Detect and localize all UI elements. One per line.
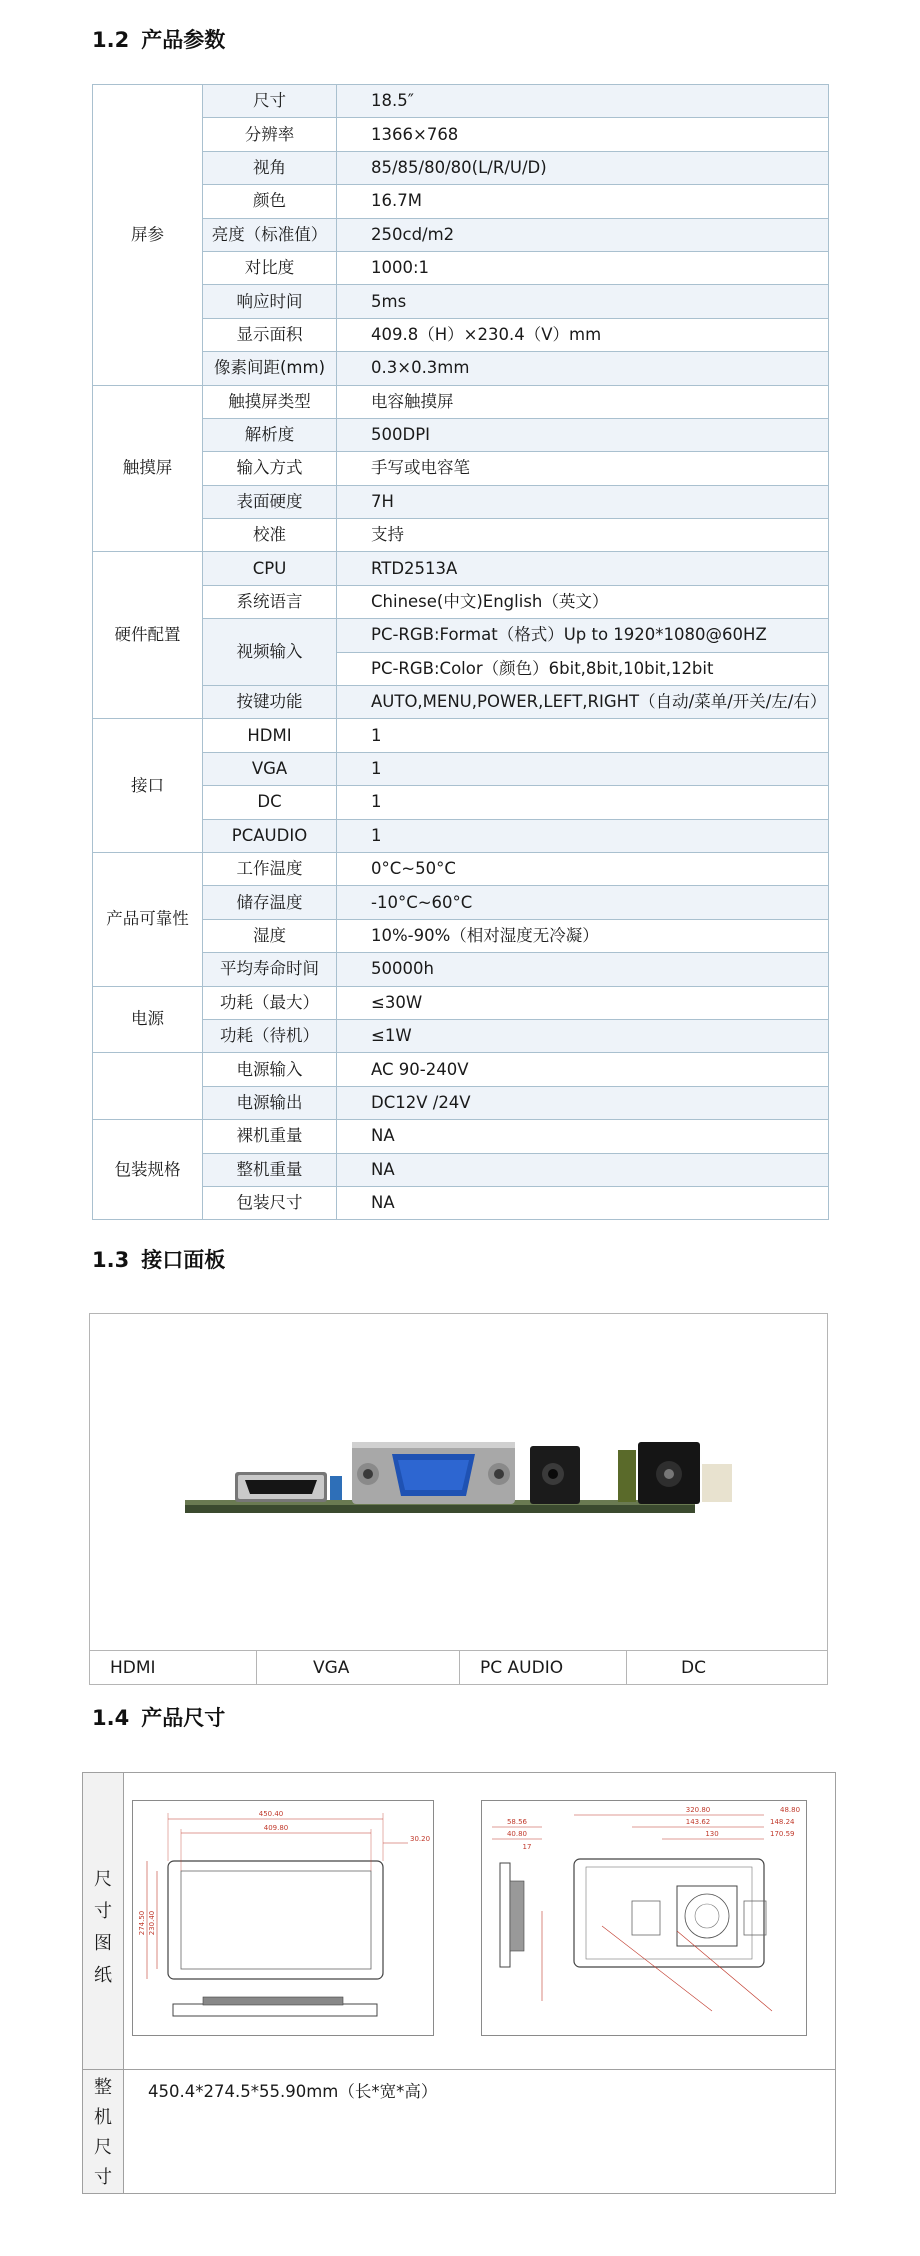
spec-row xyxy=(93,585,829,618)
spec-row xyxy=(93,285,829,318)
dim-back-7: 58.56 xyxy=(506,1818,528,1826)
back-outline xyxy=(574,1859,764,1967)
section-heading: 产品尺寸 xyxy=(141,1706,226,1730)
spec-row xyxy=(93,1153,829,1186)
spec-value: 409.8（H）×230.4（V）mm xyxy=(337,318,829,351)
spec-table-body xyxy=(93,85,829,1220)
spec-name: 湿度 xyxy=(203,919,337,952)
dim-back-2: 48.80 xyxy=(780,1806,801,1814)
vga-port xyxy=(352,1442,515,1504)
spec-name: PCAUDIO xyxy=(203,819,337,852)
spec-value: 5ms xyxy=(337,285,829,318)
spec-value: ≤1W xyxy=(337,1019,829,1052)
spec-name: 显示面积 xyxy=(203,318,337,351)
dc-jack xyxy=(618,1442,732,1504)
spec-value: 1366×768 xyxy=(337,118,829,151)
spec-row xyxy=(93,1053,829,1086)
spec-name: 平均寿命时间 xyxy=(203,953,337,986)
side-profile xyxy=(173,2004,377,2016)
spec-name: 对比度 xyxy=(203,251,337,284)
spec-row xyxy=(93,819,829,852)
spec-value: NA xyxy=(337,1153,829,1186)
spec-row xyxy=(93,886,829,919)
spec-value: AC 90-240V xyxy=(337,1053,829,1086)
spec-value: 50000h xyxy=(337,953,829,986)
spec-name: 输入方式 xyxy=(203,452,337,485)
spec-value: 1 xyxy=(337,752,829,785)
spec-row xyxy=(93,118,829,151)
spec-row xyxy=(93,786,829,819)
spec-name: 尺寸 xyxy=(203,85,337,118)
section-heading: 产品参数 xyxy=(141,28,226,52)
spec-name: 系统语言 xyxy=(203,585,337,618)
spec-name: 包装尺寸 xyxy=(203,1186,337,1219)
drawing-label-char: 图 xyxy=(94,1933,112,1954)
spec-value: RTD2513A xyxy=(337,552,829,585)
spec-row xyxy=(93,552,829,585)
spec-value: 250cd/m2 xyxy=(337,218,829,251)
spec-row xyxy=(93,852,829,885)
spec-name: 响应时间 xyxy=(203,285,337,318)
spec-value: 7H xyxy=(337,485,829,518)
spec-value: ≤30W xyxy=(337,986,829,1019)
spec-value: 1 xyxy=(337,786,829,819)
dim-back-3: 143.62 xyxy=(685,1818,711,1826)
spec-name: 分辨率 xyxy=(203,118,337,151)
spec-row xyxy=(93,919,829,952)
spec-value: 16.7M xyxy=(337,185,829,218)
drawing-label-char: 纸 xyxy=(94,1965,112,1986)
spec-value: 1000:1 xyxy=(337,251,829,284)
spec-value: PC-RGB:Color（颜色）6bit,8bit,10bit,12bit xyxy=(337,652,829,685)
spec-row xyxy=(93,519,829,552)
spec-row xyxy=(93,1019,829,1052)
overall-label-char: 整 xyxy=(94,2077,112,2098)
spec-row xyxy=(93,953,829,986)
spec-row xyxy=(93,151,829,184)
spec-value: 0°C~50°C xyxy=(337,852,829,885)
section-number: 1.2 xyxy=(92,28,130,52)
spec-value: NA xyxy=(337,1120,829,1153)
spec-name: 裸机重量 xyxy=(203,1120,337,1153)
audio-jack xyxy=(530,1446,580,1504)
spec-name: 像素间距(mm) xyxy=(203,352,337,385)
spec-value: -10°C~60°C xyxy=(337,886,829,919)
overall-dimension-value: 450.4*274.5*55.90mm（长*宽*高） xyxy=(148,2082,438,2101)
spec-name: 亮度（标准值） xyxy=(203,218,337,251)
spec-value: 电容触摸屏 xyxy=(337,385,829,418)
spec-row xyxy=(93,752,829,785)
spec-name: 校准 xyxy=(203,519,337,552)
spec-name: VGA xyxy=(203,752,337,785)
spec-name: 视角 xyxy=(203,151,337,184)
spec-name: 触摸屏类型 xyxy=(203,385,337,418)
back-view-drawing xyxy=(481,1800,807,2036)
spec-value: 18.5″ xyxy=(337,85,829,118)
port-label-vga: VGA xyxy=(257,1651,460,1685)
spec-name: 表面硬度 xyxy=(203,485,337,518)
dim-back-6: 130 xyxy=(705,1830,719,1838)
section-title-panel xyxy=(92,1244,225,1274)
spec-row xyxy=(93,1120,829,1153)
dim-back-5: 170.59 xyxy=(770,1830,795,1838)
dim-front-display-height: 230.40 xyxy=(148,1910,156,1936)
dimension-row-divider xyxy=(83,2069,835,2070)
spec-row xyxy=(93,1086,829,1119)
dim-back-8: 40.80 xyxy=(506,1830,528,1838)
spec-name: 按键功能 xyxy=(203,686,337,719)
spec-row xyxy=(93,85,829,118)
dim-front-height: 274.50 xyxy=(138,1910,146,1936)
spec-row xyxy=(93,986,829,1019)
spec-name: CPU xyxy=(203,552,337,585)
spec-name: HDMI xyxy=(203,719,337,752)
spec-name: 工作温度 xyxy=(203,852,337,885)
spec-row xyxy=(93,719,829,752)
dim-front-offset: 30.20 xyxy=(410,1835,431,1843)
interface-board-photo xyxy=(90,1314,827,1650)
spec-row xyxy=(93,251,829,284)
spec-name: 功耗（待机） xyxy=(203,1019,337,1052)
spec-name: 电源输入 xyxy=(203,1053,337,1086)
spec-category: 触摸屏 xyxy=(93,385,203,552)
spec-value: AUTO,MENU,POWER,LEFT,RIGHT（自动/菜单/开关/左/右） xyxy=(337,686,829,719)
spec-row xyxy=(93,185,829,218)
interface-panel xyxy=(89,1313,828,1685)
spec-value: NA xyxy=(337,1186,829,1219)
hdmi-port xyxy=(235,1472,342,1502)
spec-value: PC-RGB:Format（格式）Up to 1920*1080@60HZ xyxy=(337,619,829,652)
spec-name: 颜色 xyxy=(203,185,337,218)
spec-name: 储存温度 xyxy=(203,886,337,919)
back-vesa-plate xyxy=(677,1886,737,1946)
spec-row xyxy=(93,418,829,451)
spec-row xyxy=(93,352,829,385)
front-view-drawing xyxy=(132,1800,434,2036)
port-label-hdmi: HDMI xyxy=(90,1651,257,1685)
section-heading: 接口面板 xyxy=(141,1248,226,1272)
spec-category: 产品可靠性 xyxy=(93,852,203,986)
section-number: 1.3 xyxy=(92,1248,130,1272)
spec-name: DC xyxy=(203,786,337,819)
spec-category xyxy=(93,1053,203,1120)
port-label-row xyxy=(90,1650,827,1685)
spec-row xyxy=(93,686,829,719)
front-outline xyxy=(168,1861,383,1979)
overall-label-char: 机 xyxy=(94,2107,112,2128)
pcb-board xyxy=(185,1504,695,1513)
overall-label-char: 尺 xyxy=(94,2137,112,2158)
spec-category: 电源 xyxy=(93,986,203,1053)
dim-front-width: 450.40 xyxy=(258,1810,284,1818)
dim-back-1: 320.80 xyxy=(685,1806,711,1814)
spec-name: 功耗（最大） xyxy=(203,986,337,1019)
spec-value: 10%-90%（相对湿度无冷凝） xyxy=(337,919,829,952)
section-title-size xyxy=(92,1702,225,1732)
spec-name: 整机重量 xyxy=(203,1153,337,1186)
back-side-profile xyxy=(500,1863,510,1967)
spec-value: 1 xyxy=(337,819,829,852)
section-number: 1.4 xyxy=(92,1706,130,1730)
spec-value: DC12V /24V xyxy=(337,1086,829,1119)
spec-value: 手写或电容笔 xyxy=(337,452,829,485)
dimension-label-column xyxy=(83,1773,124,2193)
spec-name: 解析度 xyxy=(203,418,337,451)
spec-row xyxy=(93,1186,829,1219)
spec-row xyxy=(93,485,829,518)
spec-value: 500DPI xyxy=(337,418,829,451)
spec-value: 85/85/80/80(L/R/U/D) xyxy=(337,151,829,184)
spec-row xyxy=(93,619,829,652)
spec-category: 硬件配置 xyxy=(93,552,203,719)
dim-back-9: 17 xyxy=(522,1843,532,1851)
section-title-params xyxy=(92,24,225,54)
spec-category: 屏参 xyxy=(93,85,203,386)
drawing-label-char: 寸 xyxy=(94,1901,112,1922)
spec-value: 0.3×0.3mm xyxy=(337,352,829,385)
spec-row xyxy=(93,318,829,351)
spec-category: 接口 xyxy=(93,719,203,853)
drawing-label-char: 尺 xyxy=(94,1869,112,1890)
dim-front-display-width: 409.80 xyxy=(263,1824,289,1832)
spec-row xyxy=(93,452,829,485)
dim-back-4: 148.24 xyxy=(770,1818,795,1826)
spec-name: 电源输出 xyxy=(203,1086,337,1119)
front-display-area xyxy=(181,1871,371,1969)
overall-label-char: 寸 xyxy=(94,2167,112,2188)
port-label-dc: DC xyxy=(681,1658,706,1678)
dimension-table xyxy=(82,1772,836,2194)
spec-value: 1 xyxy=(337,719,829,752)
spec-name: 视频输入 xyxy=(203,619,337,686)
port-label-pc-audio: PC AUDIO xyxy=(460,1651,627,1685)
spec-value: 支持 xyxy=(337,519,829,552)
spec-value: Chinese(中文)English（英文） xyxy=(337,585,829,618)
spec-row xyxy=(93,385,829,418)
spec-row xyxy=(93,218,829,251)
spec-category: 包装规格 xyxy=(93,1120,203,1220)
spec-table xyxy=(92,84,829,1220)
